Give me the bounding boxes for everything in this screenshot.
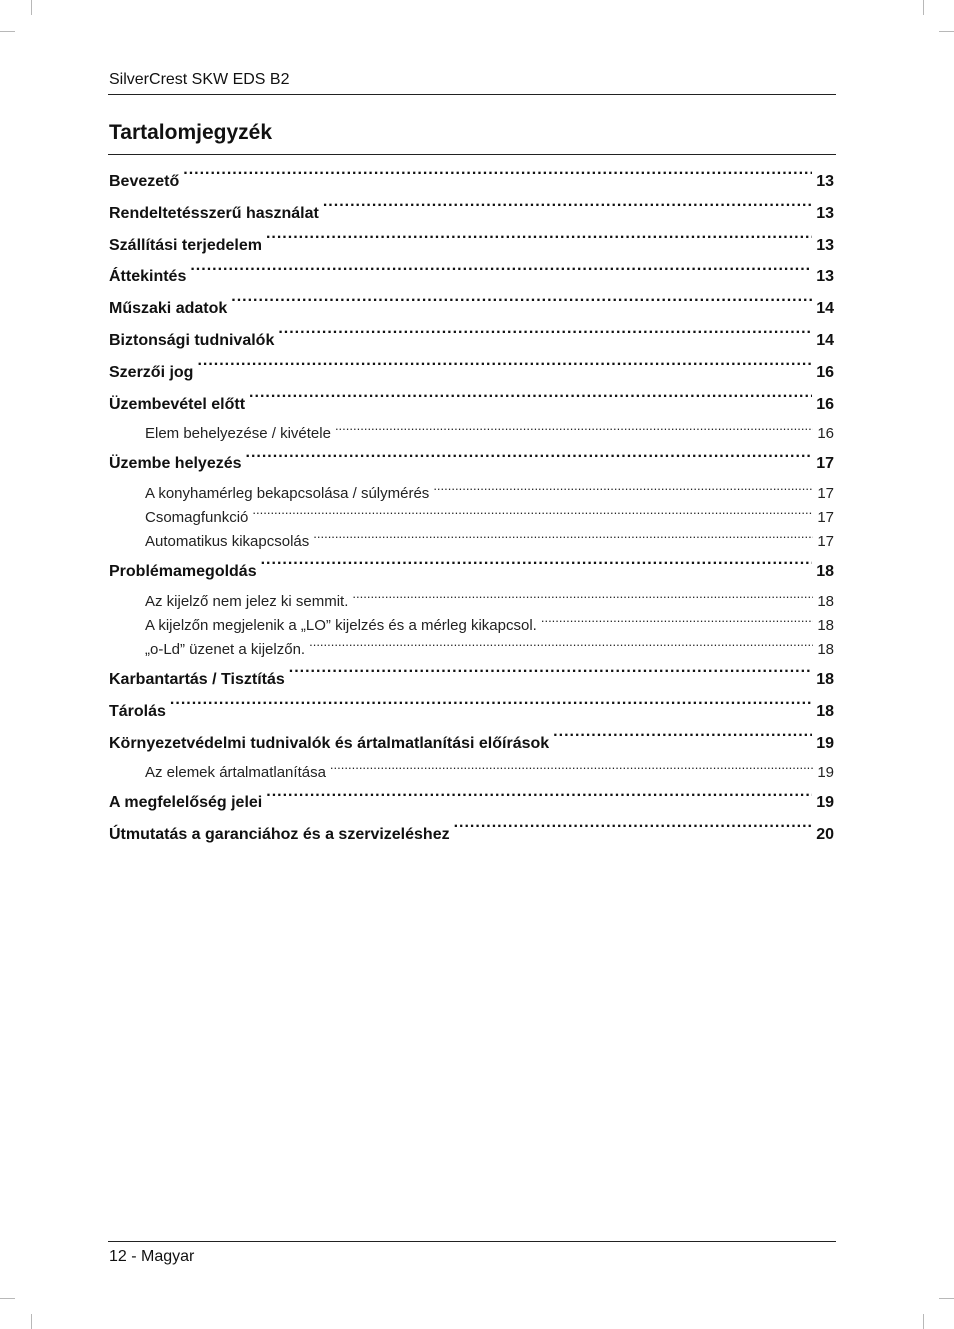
- toc-entry-page-number: 16: [816, 395, 834, 413]
- toc-entry-page-number: 17: [816, 455, 834, 473]
- toc-heading-rule: [108, 154, 836, 155]
- toc-entry-page-number: 13: [816, 268, 834, 286]
- toc-dot-leader: [266, 234, 812, 250]
- toc-entry-label: Szállítási terjedelem: [109, 236, 262, 254]
- toc-entry-label: Biztonsági tudnivalók: [109, 331, 275, 349]
- crop-mark-top-left: [31, 0, 32, 15]
- toc-subentry[interactable]: [109, 638, 834, 662]
- toc-entry-label: Az kijelző nem jelez ki semmit.: [145, 592, 349, 610]
- toc-dot-leader: [433, 483, 813, 498]
- crop-mark-top-left-h: [0, 31, 15, 32]
- toc-entry[interactable]: [109, 389, 834, 421]
- toc-subentry[interactable]: [109, 482, 834, 506]
- toc-subentry[interactable]: [109, 422, 834, 446]
- toc-dot-leader: [252, 507, 813, 522]
- page-number-footer: 12 - Magyar: [109, 1248, 195, 1265]
- toc-entry-page-number: 13: [816, 204, 834, 222]
- toc-entry-page-number: 14: [816, 331, 834, 349]
- toc-entry-label: Csomagfunkció: [145, 509, 249, 527]
- toc-dot-leader: [231, 297, 812, 313]
- toc-entry-page-number: 19: [817, 764, 834, 782]
- toc-entry-label: Karbantartás / Tisztítás: [109, 670, 285, 688]
- toc-dot-leader: [246, 452, 813, 468]
- toc-subentry[interactable]: [109, 530, 834, 554]
- toc-entry-label: A konyhamérleg bekapcsolása / súlymérés: [145, 485, 430, 503]
- toc-entry[interactable]: [109, 664, 834, 696]
- toc-dot-leader: [278, 329, 812, 345]
- toc-dot-leader: [323, 202, 812, 218]
- toc-entry[interactable]: [109, 556, 834, 588]
- toc-dot-leader: [335, 423, 813, 438]
- toc-entry[interactable]: [109, 728, 834, 760]
- toc-entry-label: Műszaki adatok: [109, 300, 228, 318]
- toc-dot-leader: [183, 170, 812, 186]
- toc-entry[interactable]: [109, 198, 834, 230]
- toc-entry-page-number: 18: [816, 702, 834, 720]
- toc-entry[interactable]: [109, 819, 834, 851]
- toc-entry-page-number: 18: [817, 592, 834, 610]
- toc-entry-label: A kijelzőn megjelenik a „LO” kijelzés és a mérleg kikapcsol.: [145, 616, 537, 634]
- toc-entry-page-number: 17: [817, 509, 834, 527]
- toc-entry-label: Üzembe helyezés: [109, 455, 242, 473]
- toc-subentry[interactable]: [109, 761, 834, 785]
- toc-entry-page-number: 18: [817, 640, 834, 658]
- toc-entry-label: Elem behelyezése / kivétele: [145, 425, 331, 443]
- toc-entry[interactable]: [109, 325, 834, 357]
- toc-dot-leader: [170, 700, 812, 716]
- toc-entry-page-number: 19: [816, 794, 834, 812]
- toc-dot-leader: [289, 668, 812, 684]
- toc-entry-label: Problémamegoldás: [109, 563, 257, 581]
- crop-mark-bottom-right-h: [939, 1298, 954, 1299]
- toc-entry[interactable]: [109, 261, 834, 293]
- toc-entry-label: Szerzői jog: [109, 363, 194, 381]
- toc-dot-leader: [553, 732, 812, 748]
- toc-subentry[interactable]: [109, 590, 834, 614]
- toc-dot-leader: [454, 823, 813, 839]
- table-of-contents: [109, 166, 834, 851]
- toc-entry-label: A megfelelőség jelei: [109, 794, 263, 812]
- toc-entry-page-number: 16: [816, 363, 834, 381]
- toc-entry-label: Rendeltetésszerű használat: [109, 204, 319, 222]
- toc-entry[interactable]: [109, 166, 834, 198]
- footer-rule: [108, 1241, 836, 1242]
- toc-entry-page-number: 13: [816, 236, 834, 254]
- toc-subentry[interactable]: [109, 506, 834, 530]
- toc-entry-label: Automatikus kikapcsolás: [145, 533, 310, 551]
- toc-entry-label: Környezetvédelmi tudnivalók és ártalmatlanítási előírások: [109, 734, 550, 752]
- toc-dot-leader: [313, 531, 813, 546]
- toc-entry[interactable]: [109, 787, 834, 819]
- toc-subentry[interactable]: [109, 614, 834, 638]
- toc-entry-label: Tárolás: [109, 702, 166, 720]
- toc-entry-page-number: 14: [816, 300, 834, 318]
- toc-dot-leader: [261, 560, 813, 576]
- crop-mark-top-right-h: [939, 31, 954, 32]
- toc-entry[interactable]: [109, 696, 834, 728]
- toc-entry-page-number: 17: [817, 533, 834, 551]
- toc-entry[interactable]: [109, 230, 834, 262]
- toc-dot-leader: [197, 361, 812, 377]
- toc-entry-label: Áttekintés: [109, 268, 187, 286]
- crop-mark-bottom-left-h: [0, 1298, 15, 1299]
- crop-mark-top-right: [923, 0, 924, 15]
- toc-entry-label: „o-Ld” üzenet a kijelzőn.: [145, 640, 306, 658]
- toc-entry-page-number: 19: [816, 734, 834, 752]
- toc-heading: Tartalomjegyzék: [109, 121, 273, 144]
- toc-dot-leader: [190, 265, 812, 281]
- running-header: SilverCrest SKW EDS B2: [109, 71, 290, 88]
- toc-dot-leader: [541, 615, 813, 630]
- toc-entry[interactable]: [109, 293, 834, 325]
- toc-dot-leader: [249, 393, 812, 409]
- toc-entry-label: Bevezető: [109, 173, 180, 190]
- toc-entry-page-number: 16: [817, 425, 834, 443]
- header-rule: [108, 94, 836, 95]
- toc-entry-label: Üzembevétel előtt: [109, 395, 246, 413]
- toc-dot-leader: [330, 762, 813, 777]
- toc-entry[interactable]: [109, 448, 834, 480]
- toc-entry-label: Útmutatás a garanciához és a szervizeléshez: [109, 826, 450, 844]
- toc-entry-page-number: 18: [817, 616, 834, 634]
- toc-entry-page-number: 17: [817, 485, 834, 503]
- toc-entry-label: Az elemek ártalmatlanítása: [145, 764, 326, 782]
- crop-mark-bottom-right: [923, 1314, 924, 1329]
- toc-entry-page-number: 20: [816, 826, 834, 844]
- toc-entry[interactable]: [109, 357, 834, 389]
- toc-dot-leader: [309, 639, 813, 654]
- toc-entry-page-number: 18: [816, 670, 834, 688]
- toc-entry-page-number: 13: [816, 173, 834, 190]
- toc-dot-leader: [352, 591, 813, 606]
- toc-dot-leader: [266, 791, 812, 807]
- toc-entry-page-number: 18: [816, 563, 834, 581]
- crop-mark-bottom-left: [31, 1314, 32, 1329]
